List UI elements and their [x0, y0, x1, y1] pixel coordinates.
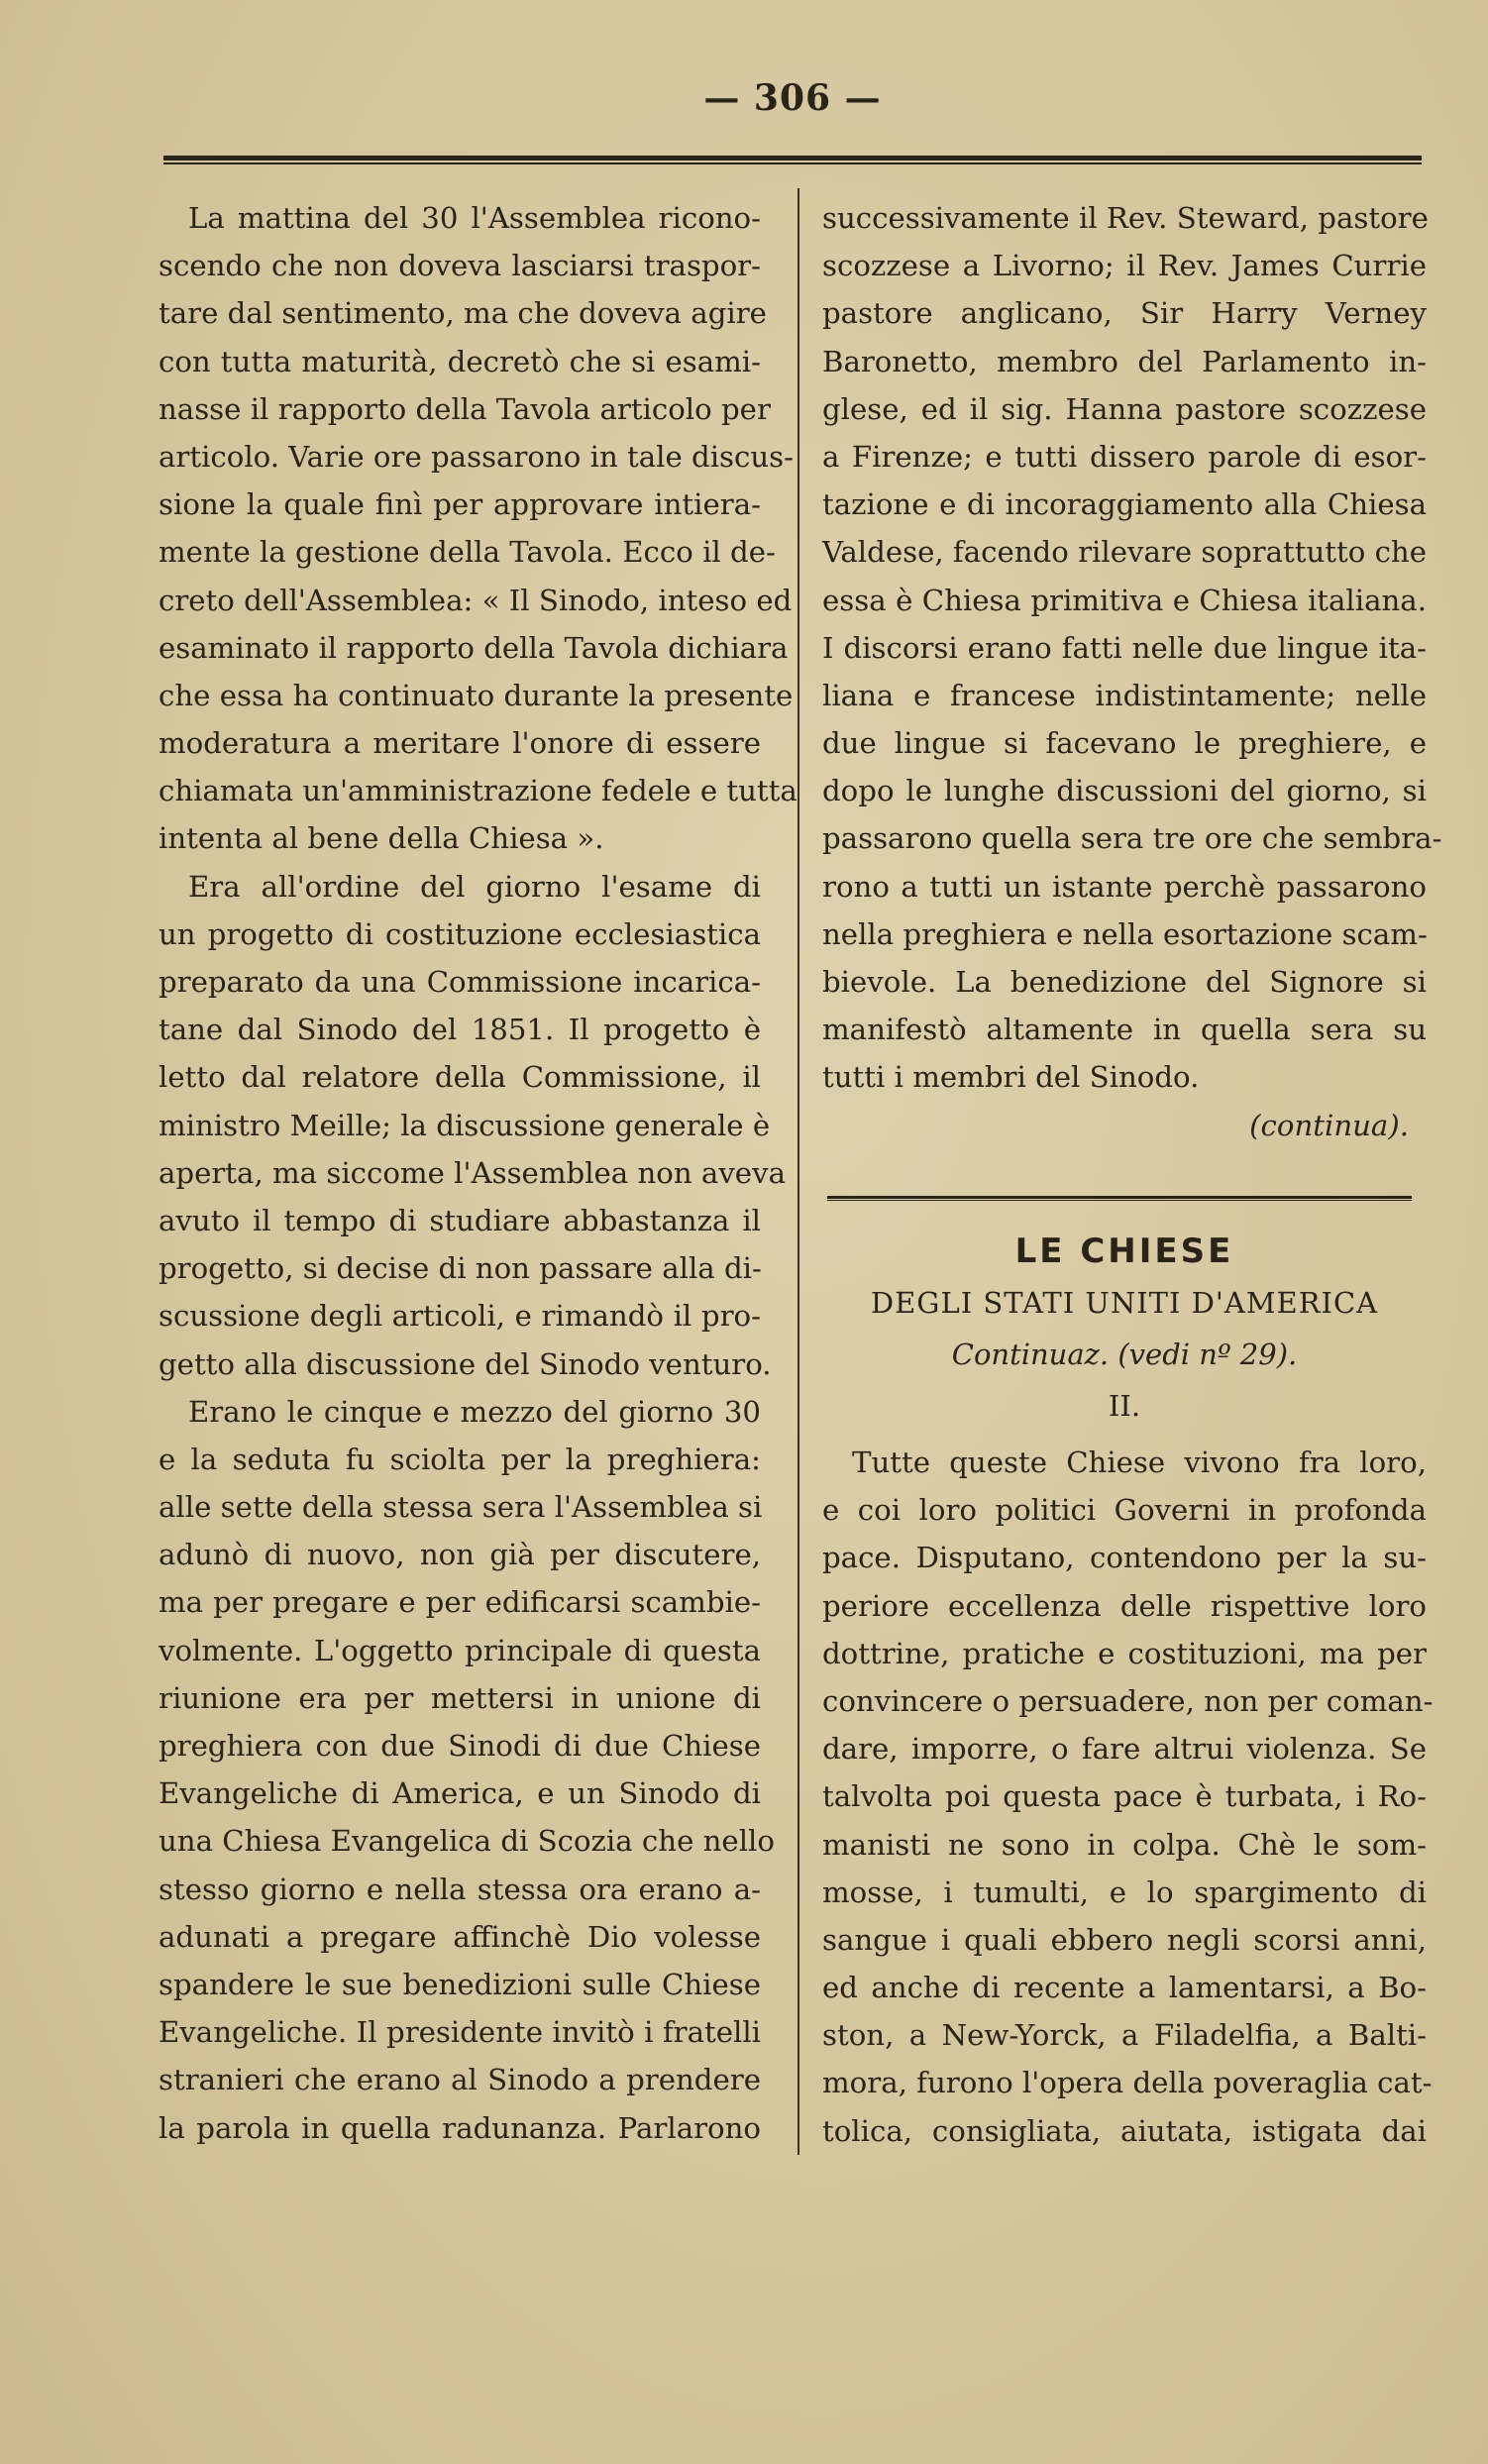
text-line: riunione era per mettersi in unione di: [159, 1680, 761, 1715]
text-line: chiamata un'amministrazione fedele e tutta: [159, 774, 797, 808]
text-line: scussione degli articoli, e rimandò il pro-: [159, 1299, 761, 1334]
text-line: che essa ha continuato durante la presente: [159, 678, 794, 712]
text-line: mora, furono l'opera della poveraglia cat-: [822, 2066, 1433, 2100]
text-line: periore eccellenza delle rispettive loro: [822, 1588, 1427, 1623]
article-title: LE CHIESE: [1014, 1232, 1234, 1271]
text-line: ston, a New-Yorck, a Filadelfia, a Balti-: [822, 2018, 1427, 2053]
text-line: e la seduta fu sciolta per la preghiera:: [159, 1442, 761, 1476]
text-line: ed anche di recente a lamentarsi, a Bo-: [822, 1971, 1427, 2005]
article-body: [822, 1439, 1434, 2155]
text-line: mente la gestione della Tavola. Ecco il de-: [159, 535, 776, 570]
right-column: [822, 194, 1442, 1149]
text-line: Era all'ordine del giorno l'esame di: [188, 869, 761, 904]
text-line: La mattina del 30 l'Assemblea ricono-: [188, 201, 761, 235]
text-line: progetto, si decise di non passare alla di-: [159, 1251, 762, 1286]
text-line: successivamente il Rev. Steward, pastore: [822, 201, 1429, 235]
text-line: una Chiesa Evangelica di Scozia che nello: [159, 1824, 775, 1859]
text-line: manisti ne sono in colpa. Chè le som-: [822, 1827, 1427, 1862]
text-line: nasse il rapporto della Tavola articolo per: [159, 391, 771, 426]
text-line: a Firenze; e tutti dissero parole di esor-: [822, 439, 1427, 474]
page-number: — 306 —: [703, 77, 882, 119]
text-line: dopo le lunghe discussioni del giorno, si: [822, 774, 1427, 808]
text-line: mosse, i tumulti, e lo spargimento di: [822, 1875, 1427, 1909]
text-line: scendo che non doveva lasciarsi traspor-: [159, 249, 761, 283]
text-line: essa è Chiesa primitiva e Chiesa italiana.: [822, 583, 1427, 617]
article-continuation: Continuaz. (vedi nº 29).: [951, 1338, 1298, 1371]
column-divider: [797, 188, 799, 2155]
text-line: scozzese a Livorno; il Rev. James Currie: [822, 249, 1427, 283]
text-line: tare dal sentimento, ma che doveva agire: [159, 296, 767, 331]
text-line: I discorsi erano fatti nelle due lingue ita-: [822, 630, 1427, 665]
text-line: Evangeliche di America, e un Sinodo di: [159, 1776, 761, 1811]
text-line: articolo. Varie ore passarono in tale discus-: [159, 439, 795, 474]
text-line: Erano le cinque e mezzo del giorno 30: [188, 1394, 761, 1429]
text-line: spandere le sue benedizioni sulle Chiese: [159, 1967, 761, 2001]
text-line: intenta al bene della Chiesa ».: [159, 821, 604, 856]
text-line: alle sette della stessa sera l'Assemblea si: [159, 1490, 763, 1525]
text-line: tazione e di incoraggiamento alla Chiesa: [822, 487, 1427, 522]
text-line: rono a tutti un istante perchè passarono: [822, 869, 1427, 904]
text-line: Baronetto, membro del Parlamento in-: [822, 344, 1427, 378]
text-line: sangue i quali ebbero negli scorsi anni,: [822, 1922, 1427, 1957]
text-line: Evangeliche. Il presidente invitò i fratelli: [159, 2015, 761, 2050]
article-subtitle: DEGLI STATI UNITI D'AMERICA: [870, 1286, 1379, 1320]
header-double-rule: [163, 156, 1422, 164]
text-line: dare, imporre, o fare altrui violenza. Se: [822, 1732, 1427, 1767]
text-line: preparato da una Commissione incarica-: [159, 965, 761, 999]
text-line: nella preghiera e nella esortazione scam-: [822, 916, 1428, 951]
text-line: ma per pregare e per edificarsi scambie-: [159, 1585, 761, 1620]
text-line: getto alla discussione del Sinodo venturo.: [159, 1346, 772, 1381]
text-line: un progetto di costituzione ecclesiastica: [159, 916, 761, 951]
text-line: creto dell'Assemblea: « Il Sinodo, inteso ed: [159, 583, 793, 617]
text-line: con tutta maturità, decretò che si esami-: [159, 344, 761, 378]
text-line: sione la quale finì per approvare intiera-: [159, 487, 761, 522]
text-line: tane dal Sinodo del 1851. Il progetto è: [159, 1013, 761, 1047]
text-line: e coi loro politici Governi in profonda: [822, 1493, 1427, 1528]
text-line: pace. Disputano, contendono per la su-: [822, 1541, 1427, 1575]
text-line: adunati a pregare affinchè Dio volesse: [159, 1919, 761, 1954]
text-line: Tutte queste Chiese vivono fra loro,: [852, 1446, 1427, 1479]
text-line: volmente. L'oggetto principale di questa: [159, 1633, 761, 1667]
text-line: convincere o persuadere, non per coman-: [822, 1683, 1434, 1718]
left-column: [159, 194, 797, 2152]
text-line: ministro Meille; la discussione generale è: [159, 1108, 771, 1142]
text-line: tolica, consigliata, aiutata, istigata dai: [822, 2113, 1427, 2148]
text-line: passarono quella sera tre ore che sembra-: [822, 821, 1442, 856]
text-line: talvolta poi questa pace è turbata, i Ro-: [822, 1779, 1427, 1814]
text-line: Valdese, facendo rilevare soprattutto che: [822, 535, 1427, 570]
text-line: liana e francese indistintamente; nelle: [822, 678, 1427, 712]
text-line: letto dal relatore della Commissione, il: [159, 1060, 761, 1095]
text-line: preghiera con due Sinodi di due Chiese: [159, 1729, 761, 1763]
text-line: due lingue si facevano le preghiere, e: [822, 726, 1427, 761]
section-separator: [827, 1196, 1412, 1201]
text-line: adunò di nuovo, non già per discutere,: [159, 1538, 761, 1572]
text-line: avuto il tempo di studiare abbastanza il: [159, 1203, 761, 1237]
text-line: dottrine, pratiche e costituzioni, ma per: [822, 1636, 1427, 1670]
text-line: la parola in quella radunanza. Parlarono: [159, 2110, 761, 2145]
text-line: moderatura a meritare l'onore di essere: [159, 726, 761, 761]
text-line: esaminato il rapporto della Tavola dichiara: [159, 630, 789, 665]
text-line: tutti i membri del Sinodo.: [822, 1060, 1200, 1095]
continua-note: (continua).: [1249, 1108, 1409, 1142]
text-line: aperta, ma siccome l'Assemblea non aveva: [159, 1155, 786, 1190]
text-line: manifestò altamente in quella sera su: [822, 1013, 1427, 1047]
text-line: stesso giorno e nella stessa ora erano a-: [159, 1872, 761, 1906]
text-line: stranieri che erano al Sinodo a prendere: [159, 2063, 761, 2097]
text-line: glese, ed il sig. Hanna pastore scozzese: [822, 391, 1427, 426]
text-line: pastore anglicano, Sir Harry Verney: [822, 296, 1427, 331]
text-line: bievole. La benedizione del Signore si: [822, 965, 1427, 999]
article-section-number: II.: [1108, 1389, 1141, 1423]
